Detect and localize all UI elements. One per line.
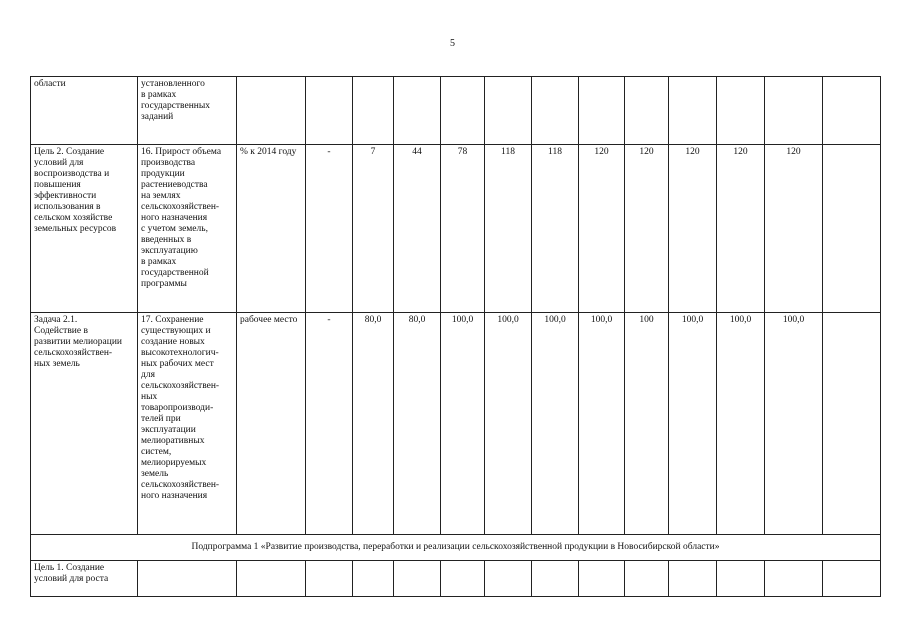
value-cell: 80,0: [353, 313, 394, 535]
cell-text-line: для: [141, 370, 155, 380]
cell-text-line: заданий: [141, 112, 174, 122]
empty-cell: [579, 561, 625, 597]
cell-text-line: ных земель: [34, 359, 80, 369]
cell-text-line: Содействие в: [34, 326, 88, 336]
value-cell: [353, 77, 394, 145]
value-cell: [669, 77, 717, 145]
empty-cell: [669, 561, 717, 597]
cell-text-line: государственных: [141, 101, 211, 111]
empty-cell: [237, 561, 306, 597]
value-cell: 120: [765, 145, 823, 313]
cell-text-line: эффективности: [34, 191, 97, 201]
value-cell: [823, 313, 881, 535]
goal-cell: [31, 145, 138, 313]
cell-text-line: сельском хозяйстве: [34, 213, 113, 223]
value-cell: [717, 77, 765, 145]
value-cell: 100,0: [765, 313, 823, 535]
table-row: [31, 561, 881, 597]
cell-text-line: ного назначения: [141, 213, 208, 223]
value-cell: 100,0: [717, 313, 765, 535]
cell-text-line: условий для: [34, 158, 84, 168]
table-row: [31, 145, 881, 313]
cell-text-line: введенных в: [141, 235, 192, 245]
empty-cell: [394, 561, 441, 597]
value-cell: 100,0: [532, 313, 579, 535]
cell-text-line: в рамках: [141, 90, 177, 100]
empty-cell: [717, 561, 765, 597]
cell-text-line: эксплуатацию: [141, 246, 198, 256]
empty-cell: [441, 561, 485, 597]
indicator-cell: [138, 77, 237, 145]
value-cell: 120: [625, 145, 669, 313]
indicator-cell: [138, 145, 237, 313]
goal-cell: [31, 77, 138, 145]
goal-cell: [31, 313, 138, 535]
cell-text-line: Цель 2. Создание: [34, 147, 105, 157]
value-cell: [765, 77, 823, 145]
cell-text-line: условий для роста: [34, 574, 109, 584]
cell-text-line: земельных ресурсов: [34, 224, 117, 234]
value-cell: 100: [625, 313, 669, 535]
cell-text-line: 17. Сохранение: [141, 315, 204, 325]
empty-cell: [532, 561, 579, 597]
value-cell: 100,0: [669, 313, 717, 535]
cell-text-line: области: [34, 79, 66, 89]
value-cell: 100,0: [441, 313, 485, 535]
value-cell: 78: [441, 145, 485, 313]
cell-text-line: растениеводства: [141, 180, 208, 190]
cell-text-line: мелиоративных: [141, 436, 205, 446]
empty-cell: [765, 561, 823, 597]
value-cell: [532, 77, 579, 145]
value-cell: -: [306, 313, 353, 535]
cell-text-line: Цель 1. Создание: [34, 563, 105, 573]
cell-text-line: сельскохозяйствен-: [141, 202, 220, 212]
unit-cell: [237, 77, 306, 145]
cell-text-line: использования в: [34, 202, 101, 212]
subprogram-title: Подпрограмма 1 «Развитие производства, переработки и реализации сельскохозяйственной продукции в Новосибирской области»: [31, 535, 881, 561]
cell-text-line: программы: [141, 279, 187, 289]
value-cell: 118: [532, 145, 579, 313]
cell-text-line: 16. Прирост объема: [141, 147, 222, 157]
table-row: [31, 77, 881, 145]
value-cell: -: [306, 145, 353, 313]
cell-text-line: повышения: [34, 180, 81, 190]
empty-cell: [625, 561, 669, 597]
cell-text-line: существующих и: [141, 326, 211, 336]
cell-text-line: государственной: [141, 268, 209, 278]
cell-text-line: с учетом земель,: [141, 224, 208, 234]
value-cell: 120: [669, 145, 717, 313]
empty-cell: [306, 561, 353, 597]
unit-cell: % к 2014 году: [237, 145, 306, 313]
cell-text-line: воспроизводства и: [34, 169, 110, 179]
value-cell: 100,0: [579, 313, 625, 535]
empty-cell: [353, 561, 394, 597]
value-cell: 120: [579, 145, 625, 313]
unit-cell: рабочее место: [237, 313, 306, 535]
cell-text-line: ного назначения: [141, 491, 208, 501]
value-cell: [394, 77, 441, 145]
value-cell: 118: [485, 145, 532, 313]
cell-text-line: мелиорируемых: [141, 458, 207, 468]
value-cell: [485, 77, 532, 145]
cell-text-line: производства: [141, 158, 196, 168]
table-row: [31, 313, 881, 535]
cell-text-line: ных: [141, 392, 158, 402]
cell-text-line: ных рабочих мест: [141, 359, 214, 369]
cell-text-line: сельскохозяйствен-: [141, 381, 220, 391]
empty-cell: [485, 561, 532, 597]
cell-text-line: эксплуатации: [141, 425, 196, 435]
cell-text-line: продукции: [141, 169, 185, 179]
cell-text-line: товаропроизводи-: [141, 403, 214, 413]
cell-text-line: развитии мелиорации: [34, 337, 123, 347]
value-cell: 100,0: [485, 313, 532, 535]
indicators-table: [30, 76, 881, 597]
value-cell: [823, 77, 881, 145]
cell-text-line: систем,: [141, 447, 172, 457]
value-cell: 44: [394, 145, 441, 313]
indicator-cell: [138, 313, 237, 535]
cell-text-line: Задача 2.1.: [34, 315, 78, 325]
value-cell: [625, 77, 669, 145]
cell-text-line: высокотехнологич-: [141, 348, 219, 358]
empty-cell: [823, 561, 881, 597]
subprogram-row: [31, 535, 881, 561]
value-cell: [823, 145, 881, 313]
cell-text-line: создание новых: [141, 337, 205, 347]
value-cell: 120: [717, 145, 765, 313]
value-cell: 7: [353, 145, 394, 313]
page-number: 5: [450, 38, 455, 49]
value-cell: [306, 77, 353, 145]
empty-cell: [138, 561, 237, 597]
cell-text-line: земель: [141, 469, 169, 479]
cell-text-line: установленного: [141, 79, 205, 89]
cell-text-line: телей при: [141, 414, 181, 424]
goal-cell: [31, 561, 138, 597]
value-cell: [441, 77, 485, 145]
cell-text-line: сельскохозяйствен-: [34, 348, 113, 358]
cell-text-line: сельскохозяйствен-: [141, 480, 220, 490]
value-cell: [579, 77, 625, 145]
cell-text-line: на землях: [141, 191, 181, 201]
cell-text-line: в рамках: [141, 257, 177, 267]
value-cell: 80,0: [394, 313, 441, 535]
